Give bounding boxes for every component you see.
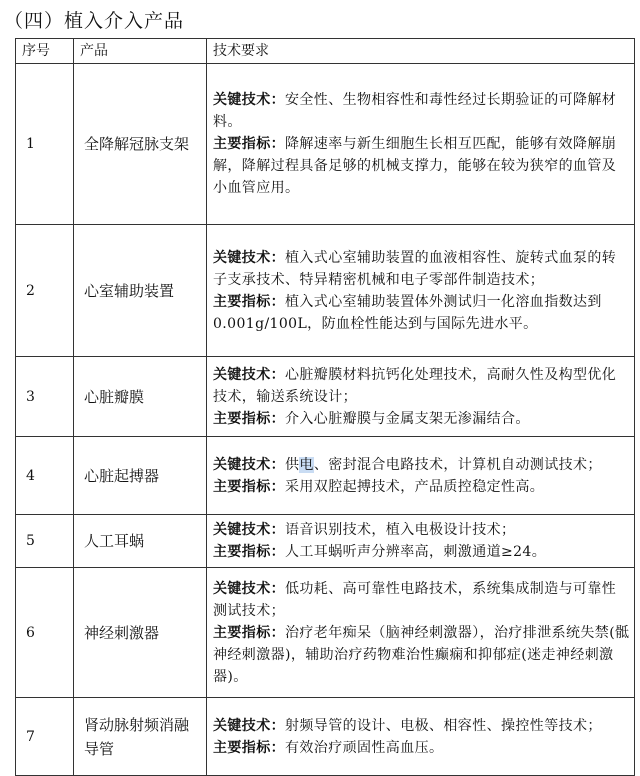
table-row xyxy=(16,357,635,437)
requirements-cell xyxy=(207,515,635,568)
requirements-cell xyxy=(207,357,635,437)
main-index-label: 主要指标： xyxy=(213,293,285,310)
row-number: 2 xyxy=(16,225,74,357)
main-index-text: 采用双腔起搏技术，产品质控稳定性高。 xyxy=(285,478,545,495)
key-tech-label: 关键技术： xyxy=(213,580,285,597)
requirements-cell xyxy=(207,568,635,698)
table-row xyxy=(16,437,635,515)
table-row xyxy=(16,515,635,568)
main-index-label: 主要指标： xyxy=(213,544,285,560)
main-index-label: 主要指标： xyxy=(213,624,285,641)
row-number: 3 xyxy=(16,357,74,437)
main-index-text: 治疗老年痴呆（脑神经刺激器），治疗排泄系统失禁(骶神经刺激器)，辅助治疗药物难治性癫痫和抑郁症(迷走神经刺激器)。 xyxy=(213,624,630,685)
key-tech-label: 关键技术： xyxy=(213,456,285,473)
main-index-text: 人工耳蜗听声分辨率高，刺激通道≥24。 xyxy=(285,544,547,560)
spec-table xyxy=(15,38,635,776)
highlighted-text: 电 xyxy=(299,456,314,473)
table-row xyxy=(16,698,635,776)
header-num: 序号 xyxy=(16,39,74,64)
key-tech-text: 语音识别技术，植入电极设计技术； xyxy=(285,522,516,538)
product-name: 心脏起搏器 xyxy=(74,437,207,515)
key-tech-text-start: 供 xyxy=(285,456,300,473)
product-name: 心脏瓣膜 xyxy=(74,357,207,437)
row-number: 7 xyxy=(16,698,74,776)
requirements-cell xyxy=(207,64,635,225)
main-index-label: 主要指标： xyxy=(213,136,285,152)
product-name: 神经刺激器 xyxy=(74,568,207,698)
key-tech-label: 关键技术： xyxy=(213,717,285,734)
main-index-label: 主要指标： xyxy=(213,478,285,495)
key-tech-label: 关键技术： xyxy=(213,249,285,266)
table-header-row xyxy=(16,39,635,64)
key-tech-text-end: 、密封混合电路技术，计算机自动测试技术； xyxy=(313,456,602,473)
header-product: 产品 xyxy=(74,39,207,64)
requirements-cell xyxy=(207,225,635,357)
product-name: 全降解冠脉支架 xyxy=(74,64,207,225)
key-tech-label: 关键技术： xyxy=(213,522,285,538)
product-name: 心室辅助装置 xyxy=(74,225,207,357)
key-tech-text: 低功耗、高可靠性电路技术，系统集成制造与可靠性测试技术； xyxy=(213,580,617,619)
section-heading: （四）植入介入产品 xyxy=(4,10,185,32)
requirements-cell xyxy=(207,437,635,515)
row-number: 4 xyxy=(16,437,74,515)
row-number: 5 xyxy=(16,515,74,568)
header-requirements: 技术要求 xyxy=(207,39,635,64)
product-name: 肾动脉射频消融导管 xyxy=(74,698,207,776)
key-tech-text: 心脏瓣膜材料抗钙化处理技术，高耐久性及构型优化技术，输送系统设计； xyxy=(213,366,617,405)
main-index-label: 主要指标： xyxy=(213,739,285,756)
key-tech-label: 关键技术： xyxy=(213,92,285,108)
table-row xyxy=(16,64,635,225)
table-row xyxy=(16,225,635,357)
key-tech-text: 安全性、生物相容性和毒性经过长期验证的可降解材料。 xyxy=(213,92,617,130)
key-tech-text: 植入式心室辅助装置的血液相容性、旋转式血泵的转子支承技术、特异精密机械和电子零部件制造技术； xyxy=(213,249,617,288)
table-row xyxy=(16,568,635,698)
main-index-text: 介入心脏瓣膜与金属支架无渗漏结合。 xyxy=(285,410,530,427)
key-tech-text: 射频导管的设计、电极、相容性、操控性等技术； xyxy=(285,717,602,734)
main-index-text: 降解速率与新生细胞生长相互匹配，能够有效降解崩解，降解过程具备足够的机械支撑力，能够在较为狭窄的血管及小血管应用。 xyxy=(213,136,617,196)
product-name: 人工耳蜗 xyxy=(74,515,207,568)
row-number: 1 xyxy=(16,64,74,225)
main-index-text: 植入式心室辅助装置体外测试归一化溶血指数达到 0.001g/100L，防血栓性能达到与国际先进水平。 xyxy=(213,293,602,332)
main-index-text: 有效治疗顽固性高血压。 xyxy=(285,739,444,756)
main-index-label: 主要指标： xyxy=(213,410,285,427)
requirements-cell xyxy=(207,698,635,776)
key-tech-label: 关键技术： xyxy=(213,366,285,383)
row-number: 6 xyxy=(16,568,74,698)
